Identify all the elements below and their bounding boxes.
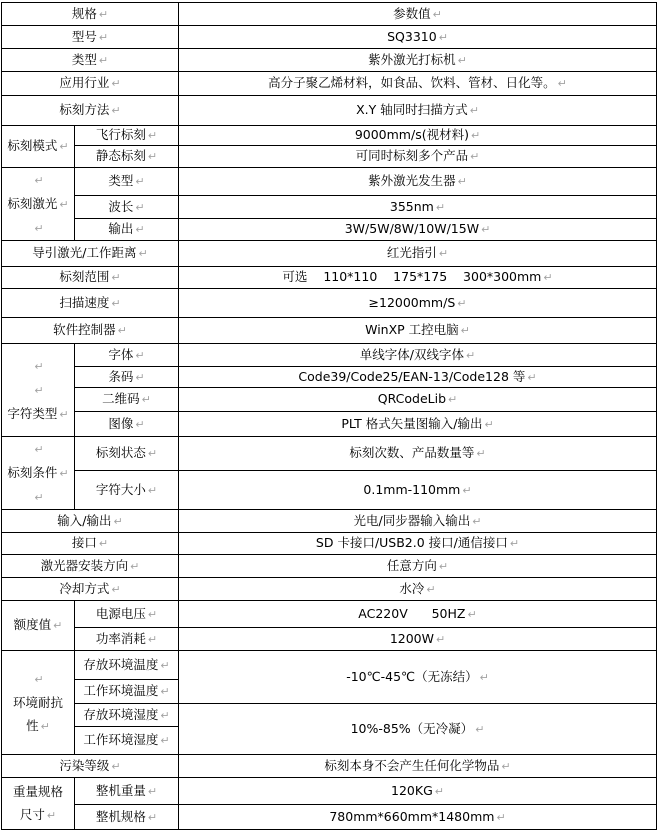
io-value-cell: 光电/同步器输入输出 ↵ [179, 510, 657, 533]
group-mark-condition-cell: ↵ 标刻条件 ↵ ↵ [2, 437, 75, 510]
header-param-cell [179, 3, 657, 26]
group-char-type-cell: ↵ ↵ 字符类型 ↵ [2, 344, 75, 437]
humidity-range-value-cell: 10%-85%（无冷凝） ↵ [179, 704, 657, 755]
type-label-cell: 类型 ↵ [2, 49, 179, 72]
paragraph-mark: ↵ [98, 7, 109, 21]
row-barcode [2, 367, 657, 388]
row-size [2, 805, 657, 830]
model-label-cell: 型号 ↵ [2, 26, 179, 49]
row-install-dir [2, 555, 657, 578]
paragraph-mark: ↵ [147, 483, 158, 497]
paragraph-mark: ↵ [147, 129, 158, 143]
paragraph-mark: ↵ [138, 247, 148, 261]
industry-label-cell: 应用行业 ↵ [2, 72, 179, 96]
paragraph-mark: ↵ [496, 810, 506, 824]
char-size-label-cell: 字符大小 ↵ [75, 470, 179, 509]
software-value-cell: WinXP 工控电脑 ↵ [179, 318, 657, 344]
paragraph-mark: ↵ [147, 607, 158, 621]
size-label-cell: 整机规格 ↵ [75, 805, 179, 830]
paragraph-mark: ↵ [46, 809, 57, 822]
paragraph-mark: ↵ [135, 417, 145, 431]
paragraph-mark: ↵ [117, 324, 127, 338]
paragraph-mark: ↵ [34, 673, 44, 686]
row-interface [2, 533, 657, 555]
row-industry [2, 72, 657, 96]
power-value-cell: 1200W ↵ [179, 628, 657, 651]
paragraph-mark: ↵ [59, 467, 69, 480]
wavelength-label-cell: 波长 ↵ [75, 196, 179, 219]
barcode-value-cell: Code39/Code25/EAN-13/Code128 等 ↵ [179, 367, 657, 388]
row-storage-humidity [2, 704, 657, 727]
barcode-label-cell: 条码 ↵ [75, 367, 179, 388]
row-laser-type [2, 168, 657, 196]
row-fly-marking [2, 126, 657, 146]
paragraph-mark: ↵ [457, 296, 467, 310]
paragraph-mark: ↵ [457, 175, 467, 189]
paragraph-mark: ↵ [59, 198, 69, 211]
mark-range-label-cell: 标刻范围 ↵ [2, 267, 179, 289]
image-value-cell: PLT 格式矢量图输入/输出 ↵ [179, 412, 657, 437]
row-mark-range [2, 267, 657, 289]
io-label-cell: 输入/输出 ↵ [2, 510, 179, 533]
group-mark-mode-cell: 标刻模式 ↵ [2, 126, 75, 168]
fly-marking-value-cell: 9000mm/s(视材料) ↵ [179, 126, 657, 146]
paragraph-mark: ↵ [135, 223, 145, 237]
paragraph-mark: ↵ [111, 582, 121, 596]
header-param-label: 参数值 [393, 5, 431, 21]
paragraph-mark: ↵ [509, 537, 520, 551]
paragraph-mark: ↵ [475, 722, 485, 736]
group-rated-cell: 额度值 ↵ [2, 601, 75, 651]
laser-type-label-cell: 类型 ↵ [75, 168, 179, 196]
paragraph-mark: ↵ [147, 150, 158, 164]
static-marking-value-cell: 可同时标刻多个产品 ↵ [179, 146, 657, 168]
row-mark-status [2, 437, 657, 471]
paragraph-mark: ↵ [135, 200, 145, 214]
row-io [2, 510, 657, 533]
paragraph-mark: ↵ [147, 784, 158, 798]
paragraph-mark: ↵ [438, 247, 449, 261]
paragraph-mark: ↵ [40, 720, 50, 733]
paragraph-mark: ↵ [543, 271, 553, 285]
row-image [2, 412, 657, 437]
header-spec-cell [2, 3, 179, 26]
paragraph-mark: ↵ [34, 174, 44, 187]
paragraph-mark: ↵ [147, 447, 158, 461]
image-label-cell: 图像 ↵ [75, 412, 179, 437]
paragraph-mark: ↵ [59, 408, 69, 421]
paragraph-mark: ↵ [34, 491, 44, 504]
work-humidity-label-cell: 工作环境湿度 ↵ [75, 727, 179, 755]
row-scan-speed [2, 289, 657, 318]
output-label-cell: 输出 ↵ [75, 219, 179, 241]
paragraph-mark: ↵ [130, 559, 140, 573]
paragraph-mark: ↵ [111, 759, 121, 773]
weight-label-cell: 整机重量 ↵ [75, 778, 179, 805]
interface-label-cell: 接口 ↵ [2, 533, 179, 555]
header-spec-label: 规格 [71, 5, 97, 21]
fly-marking-label-cell: 飞行标刻 ↵ [75, 126, 179, 146]
paragraph-mark: ↵ [527, 370, 537, 384]
row-static-marking [2, 146, 657, 168]
row-software [2, 318, 657, 344]
wavelength-value-cell: 355nm ↵ [179, 196, 657, 219]
paragraph-mark: ↵ [479, 670, 489, 684]
paragraph-mark: ↵ [469, 104, 479, 118]
size-value-cell: 780mm*660mm*1480mm ↵ [179, 805, 657, 830]
guide-laser-value-cell: 红光指引 ↵ [179, 241, 657, 267]
paragraph-mark: ↵ [470, 150, 480, 164]
paragraph-mark: ↵ [434, 784, 444, 798]
paragraph-mark: ↵ [141, 393, 151, 407]
row-power [2, 628, 657, 651]
paragraph-mark: ↵ [147, 632, 158, 646]
paragraph-mark: ↵ [34, 222, 44, 235]
storage-humidity-label-cell: 存放环境湿度 ↵ [75, 704, 179, 727]
paragraph-mark: ↵ [111, 296, 121, 310]
paragraph-mark: ↵ [435, 632, 446, 646]
software-label-cell: 软件控制器 ↵ [2, 318, 179, 344]
paragraph-mark: ↵ [160, 658, 170, 672]
paragraph-mark: ↵ [111, 77, 121, 91]
pollution-value-cell: 标刻本身不会产生任何化学物品 ↵ [179, 755, 657, 778]
industry-value-cell: 高分子聚乙烯材料，如食品、饮料、管材、日化等。 ↵ [179, 72, 657, 96]
install-dir-label-cell: 激光器安装方向 ↵ [2, 555, 179, 578]
qrcode-label-cell: 二维码 ↵ [75, 388, 179, 412]
guide-laser-label-cell: 导引激光/工作距离 ↵ [2, 241, 179, 267]
cooling-value-cell: 水冷 ↵ [179, 578, 657, 601]
paragraph-mark: ↵ [467, 607, 477, 621]
paragraph-mark: ↵ [557, 77, 567, 91]
group-weight-spec-cell: 重量规格 尺寸 ↵ [2, 778, 75, 830]
header-row [2, 3, 657, 26]
paragraph-mark: ↵ [470, 129, 481, 143]
paragraph-mark: ↵ [448, 393, 458, 407]
row-voltage [2, 601, 657, 628]
paragraph-mark: ↵ [147, 810, 158, 824]
paragraph-mark: ↵ [135, 370, 145, 384]
power-label-cell: 功率消耗 ↵ [75, 628, 179, 651]
paragraph-mark: ↵ [481, 223, 491, 237]
output-value-cell: 3W/5W/8W/10W/15W ↵ [179, 219, 657, 241]
paragraph-mark: ↵ [426, 582, 436, 596]
paragraph-mark: ↵ [160, 734, 170, 748]
scan-speed-value-cell: ≥12000mm/S ↵ [179, 289, 657, 318]
row-wavelength [2, 196, 657, 219]
row-weight [2, 778, 657, 805]
paragraph-mark: ↵ [98, 30, 109, 44]
row-storage-temp [2, 651, 657, 680]
paragraph-mark: ↵ [462, 483, 472, 497]
paragraph-mark: ↵ [476, 447, 486, 461]
scan-speed-label-cell: 扫描速度 ↵ [2, 289, 179, 318]
row-guide-laser [2, 241, 657, 267]
paragraph-mark: ↵ [111, 271, 121, 285]
font-value-cell: 单线字体/双线字体 ↵ [179, 344, 657, 367]
paragraph-mark: ↵ [135, 348, 145, 362]
work-temp-label-cell: 工作环境温度 ↵ [75, 680, 179, 704]
row-type [2, 49, 657, 72]
method-value-cell: X.Y 轴同时扫描方式 ↵ [179, 96, 657, 126]
row-qrcode [2, 388, 657, 412]
paragraph-mark: ↵ [98, 53, 109, 67]
paragraph-mark: ↵ [98, 537, 109, 551]
paragraph-mark: ↵ [113, 514, 123, 528]
laser-type-value-cell: 紫外激光发生器 ↵ [179, 168, 657, 196]
pollution-label-cell: 污染等级 ↵ [2, 755, 179, 778]
char-size-value-cell: 0.1mm-110mm ↵ [179, 470, 657, 509]
paragraph-mark: ↵ [501, 759, 511, 773]
spec-table [1, 2, 657, 830]
row-output [2, 219, 657, 241]
model-value-cell: SQ3310 ↵ [179, 26, 657, 49]
paragraph-mark: ↵ [135, 175, 145, 189]
row-model [2, 26, 657, 49]
paragraph-mark: ↵ [53, 619, 63, 633]
method-label-cell: 标刻方法 ↵ [2, 96, 179, 126]
storage-temp-label-cell: 存放环境温度 ↵ [75, 651, 179, 680]
voltage-label-cell: 电源电压 ↵ [75, 601, 179, 628]
mark-status-value-cell: 标刻次数、产品数量等 ↵ [179, 437, 657, 471]
paragraph-mark: ↵ [438, 559, 449, 573]
group-mark-laser-cell: ↵ 标刻激光 ↵ ↵ [2, 168, 75, 241]
temp-range-value-cell: -10℃-45℃（无冻结） ↵ [179, 651, 657, 704]
paragraph-mark: ↵ [34, 443, 44, 456]
paragraph-mark: ↵ [472, 514, 482, 528]
row-font [2, 344, 657, 367]
voltage-value-cell: AC220V 50HZ ↵ [179, 601, 657, 628]
paragraph-mark: ↵ [466, 348, 476, 362]
cooling-label-cell: 冷却方式 ↵ [2, 578, 179, 601]
paragraph-mark: ↵ [34, 384, 44, 397]
font-label-cell: 字体 ↵ [75, 344, 179, 367]
paragraph-mark: ↵ [460, 324, 470, 338]
paragraph-mark: ↵ [160, 685, 170, 699]
row-pollution [2, 755, 657, 778]
row-cooling [2, 578, 657, 601]
paragraph-mark: ↵ [457, 53, 467, 67]
weight-value-cell: 120KG ↵ [179, 778, 657, 805]
paragraph-mark: ↵ [438, 30, 448, 44]
static-marking-label-cell: 静态标刻 ↵ [75, 146, 179, 168]
row-char-size [2, 470, 657, 509]
paragraph-mark: ↵ [59, 140, 69, 154]
qrcode-value-cell: QRCodeLib ↵ [179, 388, 657, 412]
paragraph-mark: ↵ [435, 200, 446, 214]
paragraph-mark: ↵ [160, 708, 170, 722]
paragraph-mark: ↵ [111, 104, 121, 118]
row-method [2, 96, 657, 126]
paragraph-mark: ↵ [432, 7, 442, 21]
type-value-cell: 紫外激光打标机 ↵ [179, 49, 657, 72]
paragraph-mark: ↵ [34, 360, 44, 373]
paragraph-mark: ↵ [484, 417, 494, 431]
mark-status-label-cell: 标刻状态 ↵ [75, 437, 179, 471]
mark-range-value-cell: 可选 110*110 175*175 300*300mm ↵ [179, 267, 657, 289]
interface-value-cell: SD 卡接口/USB2.0 接口/通信接口 ↵ [179, 533, 657, 555]
group-environment-cell: ↵ 环境耐抗 性 ↵ [2, 651, 75, 755]
install-dir-value-cell: 任意方向 ↵ [179, 555, 657, 578]
